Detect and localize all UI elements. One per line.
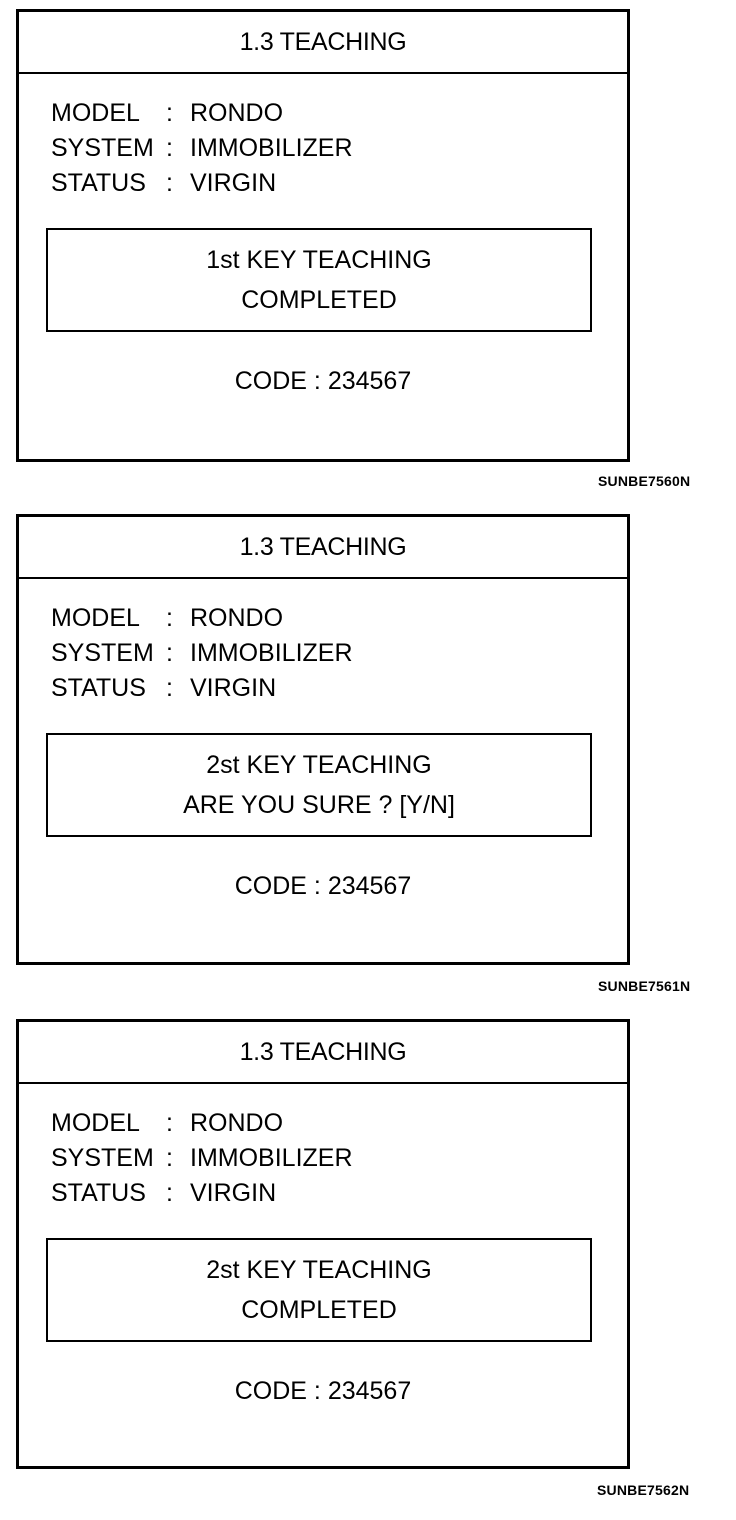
message-line-2: COMPLETED xyxy=(241,286,397,314)
system-row xyxy=(51,131,353,166)
model-label: MODEL xyxy=(51,99,140,127)
info-block xyxy=(51,601,353,706)
system-value: IMMOBILIZER xyxy=(190,134,353,162)
model-value: RONDO xyxy=(190,99,284,127)
system-row xyxy=(51,1141,353,1176)
system-row xyxy=(51,636,353,671)
status-value: VIRGIN xyxy=(190,674,277,702)
screen-title: 1.3 TEACHING xyxy=(19,517,627,579)
system-label: SYSTEM xyxy=(51,639,154,667)
model-value: RONDO xyxy=(190,604,284,632)
model-row xyxy=(51,1106,353,1141)
status-row xyxy=(51,166,353,201)
code-display: CODE : 234567 xyxy=(234,872,412,900)
status-label: STATUS xyxy=(51,674,146,702)
teaching-screen-3 xyxy=(16,1019,630,1469)
teaching-screen-2 xyxy=(16,514,630,965)
model-label: MODEL xyxy=(51,1109,140,1137)
separator: : xyxy=(166,99,173,127)
model-label: MODEL xyxy=(51,604,140,632)
model-value: RONDO xyxy=(190,1109,284,1137)
system-label: SYSTEM xyxy=(51,134,154,162)
status-value: VIRGIN xyxy=(190,169,277,197)
separator: : xyxy=(166,674,173,702)
status-label: STATUS xyxy=(51,1179,146,1207)
separator: : xyxy=(166,639,173,667)
message-box xyxy=(46,228,592,332)
separator: : xyxy=(166,1179,173,1207)
separator: : xyxy=(166,1109,173,1137)
system-label: SYSTEM xyxy=(51,1144,154,1172)
message-line-1: 2st KEY TEACHING xyxy=(206,1256,432,1284)
info-block xyxy=(51,96,353,201)
model-row xyxy=(51,96,353,131)
separator: : xyxy=(166,169,173,197)
status-label: STATUS xyxy=(51,169,146,197)
figure-reference-id: SUNBE7562N xyxy=(597,1482,690,1498)
message-box xyxy=(46,1238,592,1342)
code-display: CODE : 234567 xyxy=(234,367,412,395)
status-value: VIRGIN xyxy=(190,1179,277,1207)
message-line-2: ARE YOU SURE ? [Y/N] xyxy=(183,791,455,819)
system-value: IMMOBILIZER xyxy=(190,1144,353,1172)
separator: : xyxy=(166,134,173,162)
figure-reference-id: SUNBE7561N xyxy=(598,978,691,994)
message-line-1: 2st KEY TEACHING xyxy=(206,751,432,779)
message-line-1: 1st KEY TEACHING xyxy=(206,246,432,274)
message-line-2: COMPLETED xyxy=(241,1296,397,1324)
model-row xyxy=(51,601,353,636)
separator: : xyxy=(166,604,173,632)
status-row xyxy=(51,671,353,706)
screen-title: 1.3 TEACHING xyxy=(19,12,627,74)
screen-title: 1.3 TEACHING xyxy=(19,1022,627,1084)
status-row xyxy=(51,1176,353,1211)
teaching-screen-1 xyxy=(16,9,630,462)
code-display: CODE : 234567 xyxy=(234,1377,412,1405)
message-box xyxy=(46,733,592,837)
info-block xyxy=(51,1106,353,1211)
separator: : xyxy=(166,1144,173,1172)
system-value: IMMOBILIZER xyxy=(190,639,353,667)
figure-reference-id: SUNBE7560N xyxy=(598,473,691,489)
